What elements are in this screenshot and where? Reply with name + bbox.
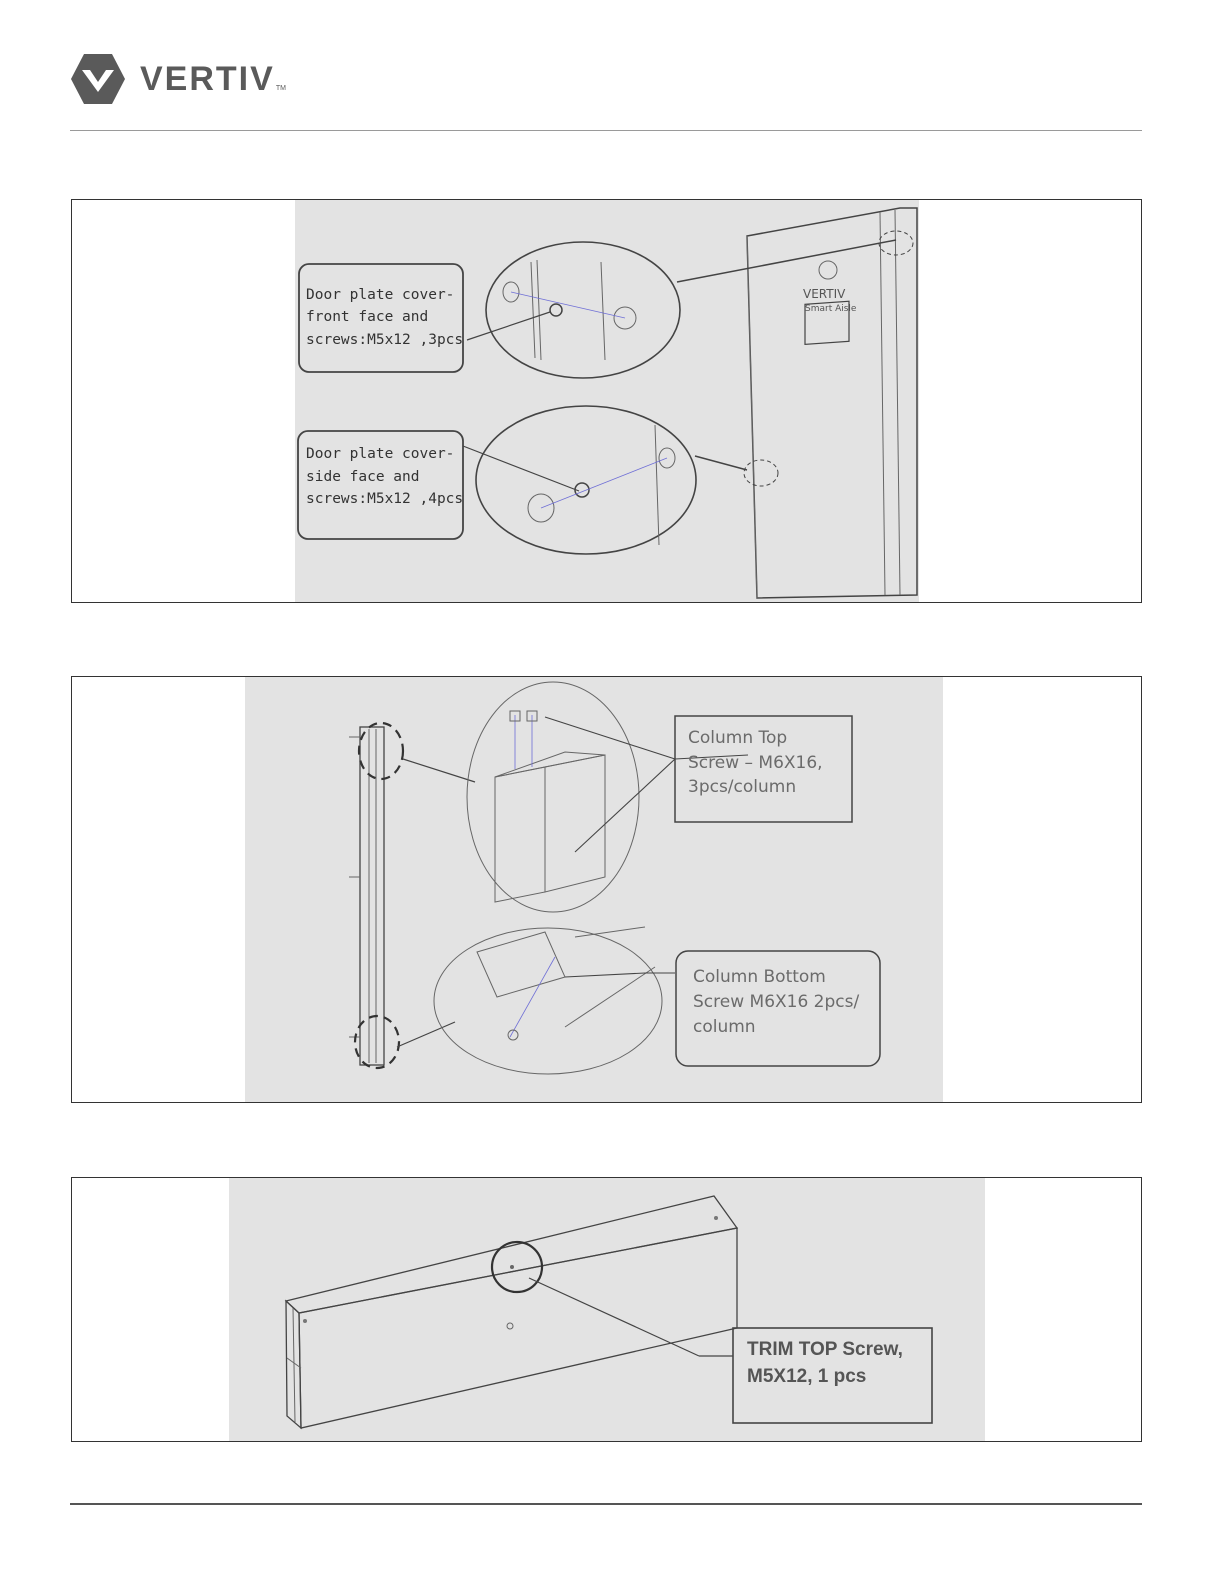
column-illustration <box>245 677 943 1102</box>
callout-side-line-3: screws:M5x12 ,4pcs <box>306 491 464 507</box>
callout-column-bottom-line-2: Screw M6X16 2pcs/ <box>693 992 860 1012</box>
footer-divider <box>70 1503 1142 1505</box>
callout-column-top-line-1: Column Top <box>688 728 788 748</box>
brand-name: VERTIV <box>140 59 275 98</box>
figure-frame-column <box>71 676 1142 1103</box>
callout-trim-line-2: M5X12, 1 pcs <box>747 1366 867 1387</box>
door-logo-text: VERTIV <box>803 287 846 301</box>
figure-frame-trim <box>71 1177 1142 1442</box>
header <box>70 52 286 106</box>
door-sublabel-text: Smart Aisle <box>805 304 857 314</box>
callout-column-top-line-2: Screw – M6X16, <box>688 753 823 773</box>
callout-front-line-1: Door plate cover- <box>306 287 455 303</box>
door-plate-illustration <box>295 200 919 602</box>
callout-side-line-2: side face and <box>306 469 420 485</box>
figure-frame-door-plate <box>71 199 1142 603</box>
callout-side-line-1: Door plate cover- <box>306 446 455 462</box>
callout-column-bottom-line-1: Column Bottom <box>693 967 826 987</box>
trim-illustration <box>229 1178 985 1441</box>
header-divider <box>70 130 1142 131</box>
callout-front-line-2: front face and <box>306 309 429 325</box>
trademark: TM <box>275 85 286 92</box>
callout-trim-line-1: TRIM TOP Screw, <box>747 1339 903 1360</box>
callout-column-top-line-3: 3pcs/column <box>688 777 797 797</box>
callout-column-bottom-line-3: column <box>693 1017 756 1037</box>
vertiv-logo-icon <box>70 52 126 106</box>
callout-front-line-3: screws:M5x12 ,3pcs <box>306 332 464 348</box>
